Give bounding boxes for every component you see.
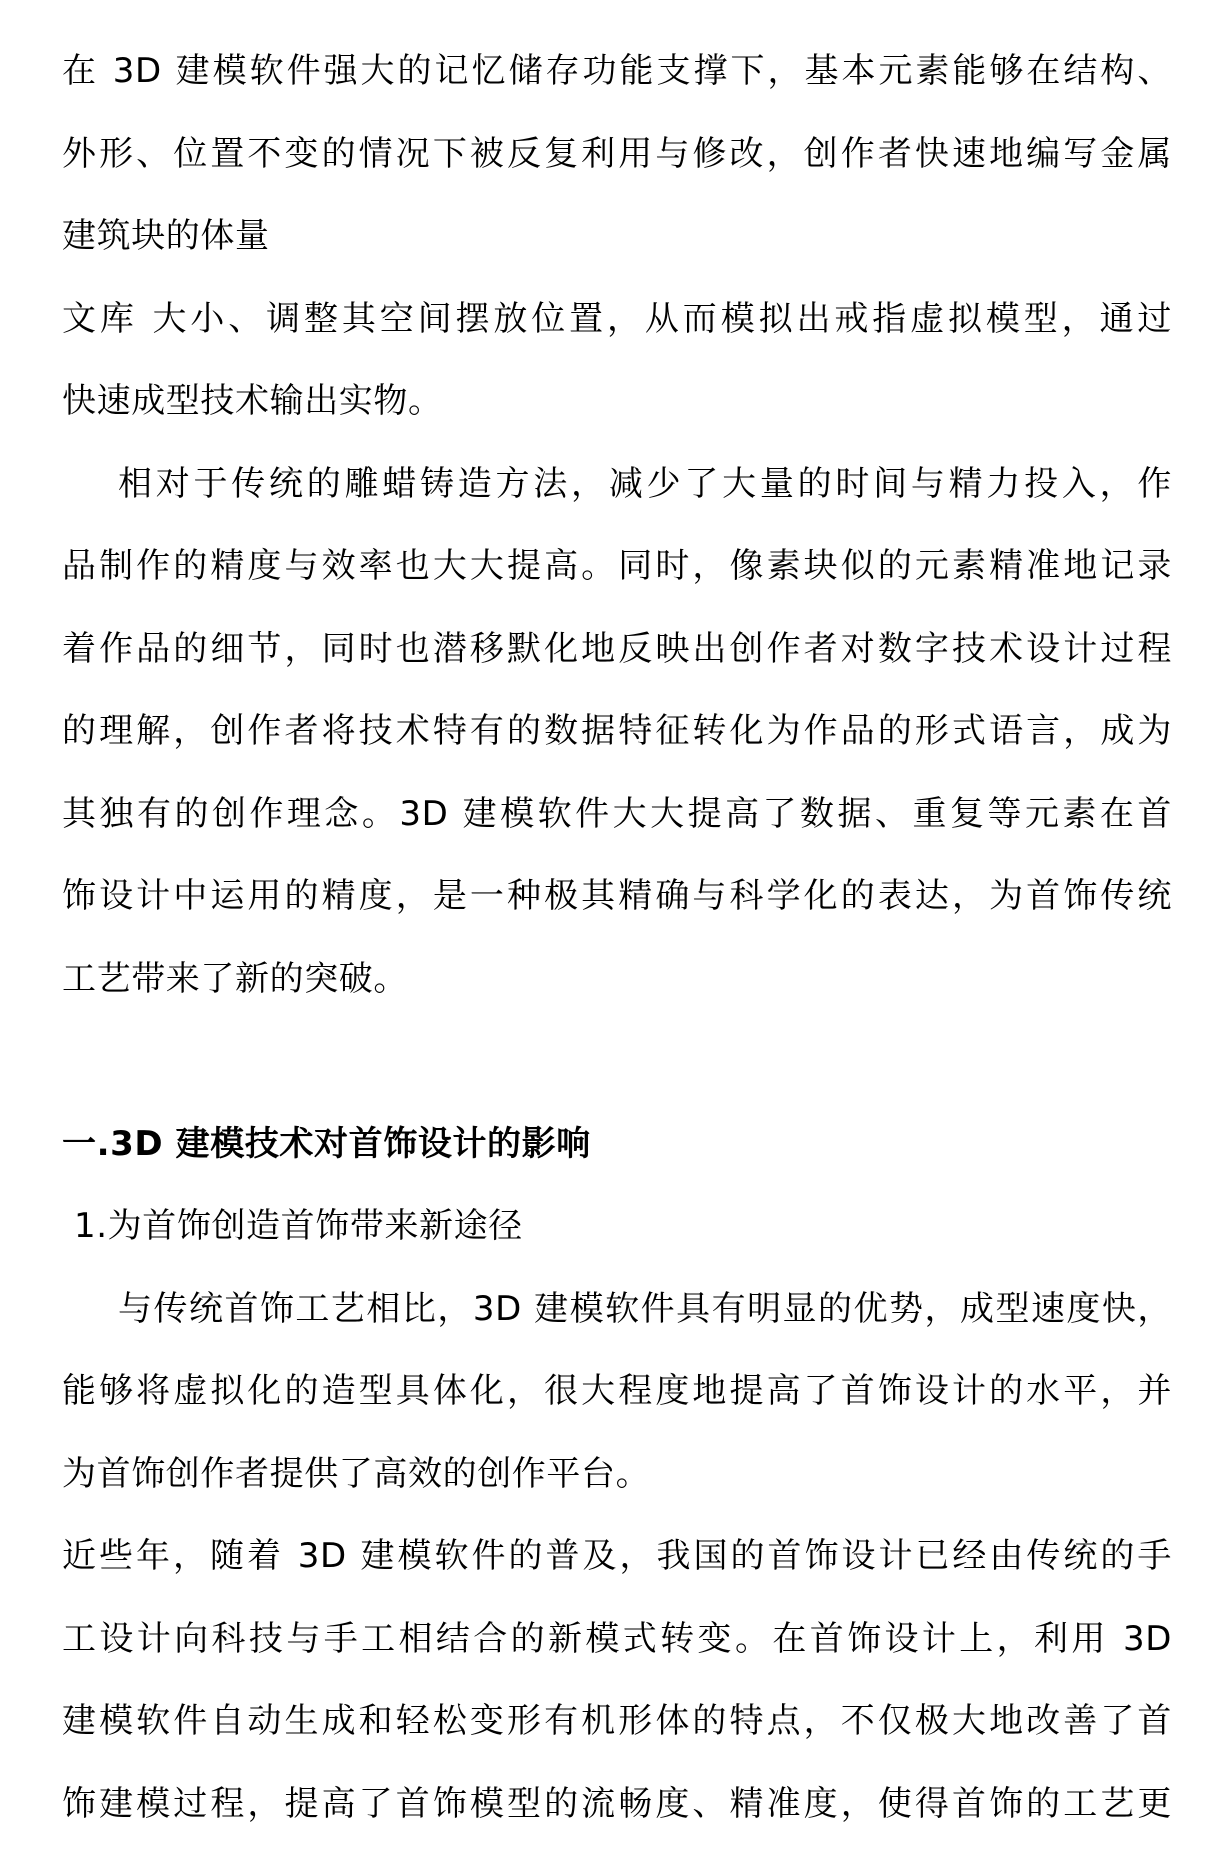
section-heading: 一.3D 建模技术对首饰设计的影响	[62, 1123, 591, 1164]
document-page	[62, 30, 1172, 1845]
paragraph-1	[62, 30, 1172, 443]
text-line: 饰设计中运用的精度，是一种极其精确与科学化的表达，为首饰传统	[62, 876, 1172, 916]
paragraph-3	[62, 1268, 1172, 1516]
text-line: 饰建模过程，提高了首饰模型的流畅度、精准度，使得首饰的工艺更	[62, 1783, 1172, 1824]
text-line: 建筑块的体量	[62, 216, 270, 256]
text-line: 建模软件自动生成和轻松变形有机形体的特点，不仅极大地改善了首	[62, 1701, 1172, 1741]
text-line: 外形、位置不变的情况下被反复利用与修改，创作者快速地编写金属	[62, 133, 1172, 174]
text-line: 近些年，随着 3D 建模软件的普及，我国的首饰设计已经由传统的手	[62, 1536, 1172, 1576]
text-line: 工设计向科技与手工相结合的新模式转变。在首饰设计上，利用 3D	[62, 1618, 1172, 1659]
text-line: 工艺带来了新的突破。	[62, 958, 408, 999]
paragraph-4	[62, 1515, 1172, 1845]
text-line: 快速成型技术输出实物。	[62, 381, 443, 421]
text-line: 在 3D 建模软件强大的记忆储存功能支撑下，基本元素能够在结构、	[62, 51, 1172, 91]
paragraph-2	[62, 443, 1172, 1021]
text-line: 着作品的细节，同时也潜移默化地反映出创作者对数字技术设计过程	[62, 628, 1172, 669]
text-line: 品制作的精度与效率也大大提高。同时，像素块似的元素精准地记录	[62, 546, 1172, 586]
text-line: 的理解，创作者将技术特有的数据特征转化为作品的形式语言，成为	[62, 711, 1172, 751]
text-line: 相对于传统的雕蜡铸造方法，减少了大量的时间与精力投入，作	[118, 463, 1172, 504]
text-line: 其独有的创作理念。3D 建模软件大大提高了数据、重复等元素在首	[62, 793, 1172, 834]
text-line: 与传统首饰工艺相比，3D 建模软件具有明显的优势，成型速度快，	[118, 1288, 1172, 1329]
text-line: 文库 大小、调整其空间摆放位置，从而模拟出戒指虚拟模型，通过	[62, 298, 1172, 339]
text-line: 能够将虚拟化的造型具体化，很大程度地提高了首饰设计的水平，并	[62, 1371, 1172, 1411]
subsection-heading: 1.为首饰创造首饰带来新途径	[74, 1206, 523, 1246]
text-line: 为首饰创作者提供了高效的创作平台。	[62, 1453, 651, 1494]
paragraph-gap	[62, 1020, 1172, 1103]
